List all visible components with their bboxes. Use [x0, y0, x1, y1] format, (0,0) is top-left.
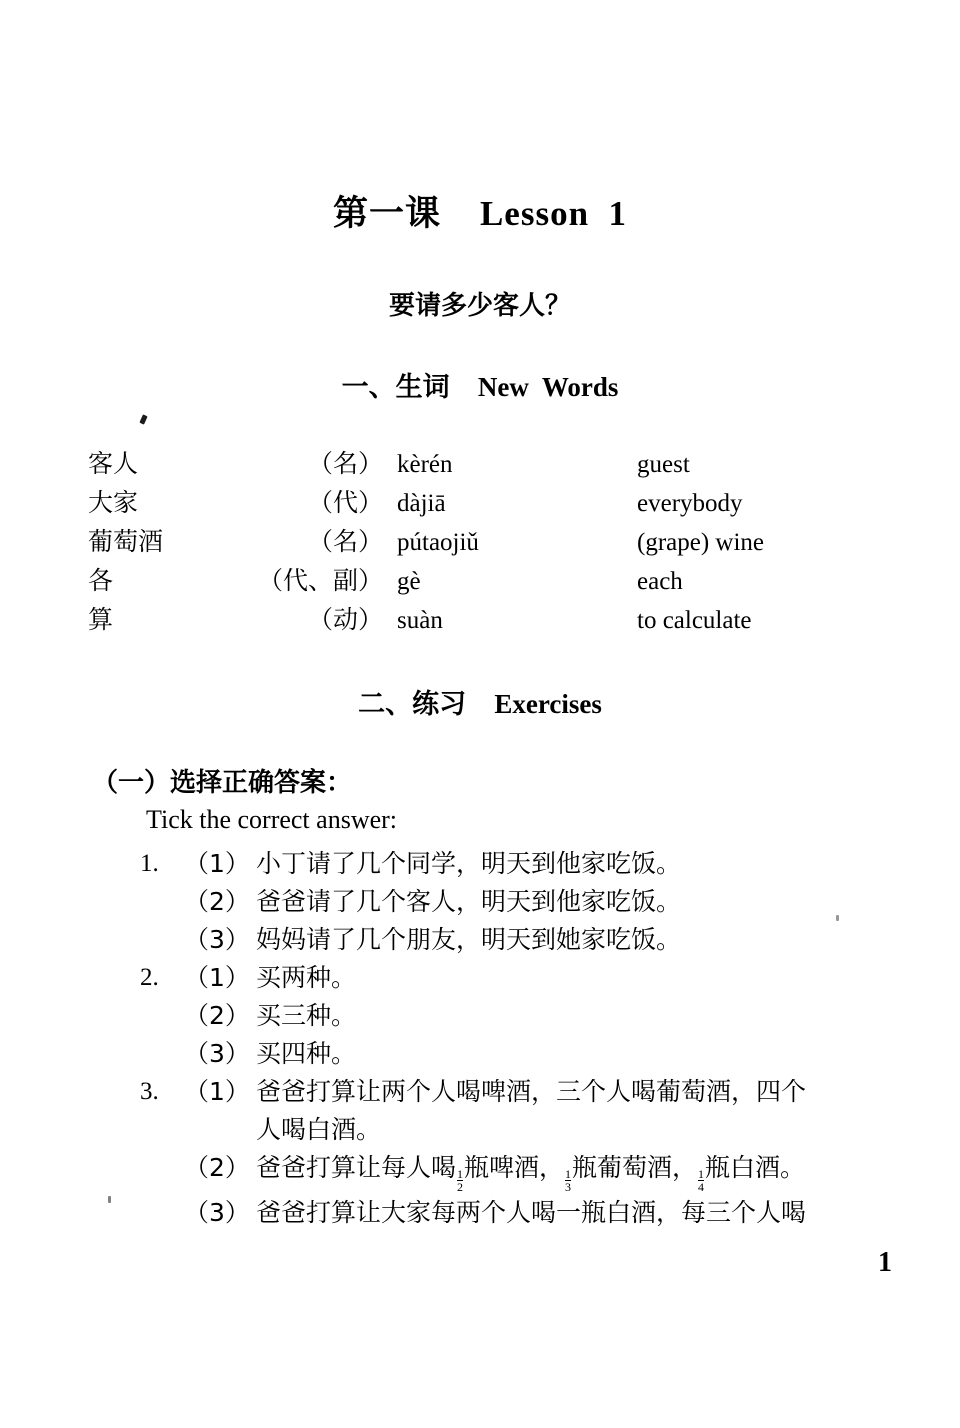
- question-option-line: [140, 1149, 930, 1194]
- vocab-part-of-speech: （动）: [307, 605, 383, 634]
- lesson-title: [0, 186, 960, 236]
- vocabulary-row: [88, 483, 788, 522]
- exercise-part-label: （一）选择正确答案：: [92, 768, 353, 798]
- fraction-denominator: 2: [457, 1180, 464, 1195]
- option-text: 买三种。: [256, 1001, 357, 1030]
- option-marker: （3）: [184, 1197, 250, 1227]
- option-marker: （3）: [184, 1039, 250, 1068]
- fraction-denominator: 4: [698, 1180, 705, 1195]
- exercise-instruction: Tick the correct answer:: [146, 805, 398, 834]
- option-marker: （1）: [184, 963, 250, 992]
- lesson-title-english-text: Lesson 1: [479, 194, 628, 233]
- fraction-one-quarter: [698, 1168, 704, 1193]
- scan-speck: [139, 414, 147, 424]
- vocab-meaning: each: [637, 568, 683, 595]
- question-option-line: [140, 1073, 930, 1111]
- vocab-part-of-speech: （代、副）: [257, 566, 383, 595]
- lesson-subtitle: 要请多少客人？: [388, 291, 571, 321]
- vocab-meaning: (grape) wine: [637, 529, 765, 556]
- vocab-pinyin: pútaojiǔ: [397, 529, 479, 556]
- vocab-part-of-speech: （名）: [307, 449, 383, 478]
- new-words-heading-chinese: 一、生词: [341, 372, 450, 403]
- option-text: 爸爸请了几个客人，明天到他家吃饭。: [256, 887, 682, 916]
- vocab-meaning: guest: [637, 451, 690, 478]
- fraction-numerator: 1: [457, 1167, 464, 1182]
- vocab-pinyin: gè: [397, 568, 421, 595]
- vocab-word: 客人: [88, 449, 139, 478]
- heading-gap: [450, 372, 478, 403]
- question-option-line: [140, 1194, 930, 1232]
- question-number: 3.: [140, 1078, 159, 1105]
- fraction-numerator: 1: [565, 1167, 572, 1182]
- question-option-line: [140, 959, 930, 997]
- new-words-heading-english: New Words: [477, 372, 619, 402]
- option-marker: （2）: [184, 1153, 250, 1182]
- vocabulary-row: [88, 561, 788, 600]
- exercises-heading-chinese: 二、练习: [358, 689, 467, 720]
- option-text: 买两种。: [256, 963, 357, 992]
- question-option-line: [140, 845, 930, 883]
- option-text: 买四种。: [256, 1039, 357, 1068]
- fraction-numerator: 1: [698, 1167, 705, 1182]
- exercises-heading: [0, 682, 960, 721]
- vocab-pinyin: dàjiā: [397, 490, 446, 517]
- option-text-continuation: 人喝白酒。: [256, 1115, 382, 1144]
- scan-speck: [836, 915, 839, 921]
- fraction-denominator: 3: [565, 1180, 572, 1195]
- question-option-line: [140, 921, 930, 959]
- vocab-part-of-speech: （代）: [307, 488, 383, 517]
- vocab-word: 葡萄酒: [88, 527, 164, 556]
- option-marker: （1）: [184, 1077, 250, 1106]
- option-text: 爸爸打算让两个人喝啤酒，三个人喝葡萄酒，四个: [256, 1077, 807, 1106]
- vocab-pinyin: suàn: [397, 607, 443, 634]
- question-number: 2.: [140, 964, 159, 991]
- option-text-part: 瓶啤酒，: [464, 1153, 565, 1182]
- vocab-word: 各: [88, 566, 114, 595]
- option-text: 妈妈请了几个朋友，明天到她家吃饭。: [256, 925, 682, 954]
- option-text-part: 爸爸打算让每人喝: [256, 1153, 457, 1182]
- question-list: [140, 845, 930, 1232]
- exercises-heading-english: Exercises: [494, 689, 602, 719]
- question-option-continuation-line: [140, 1111, 930, 1149]
- vocab-word: 大家: [88, 488, 139, 517]
- scan-speck: [108, 1196, 111, 1203]
- vocabulary-row: [88, 522, 788, 561]
- option-text-with-fractions: [256, 1149, 930, 1194]
- fraction-one-half: [457, 1168, 463, 1193]
- vocabulary-table: [88, 444, 788, 639]
- question-option-line: [140, 1035, 930, 1073]
- new-words-heading: [0, 365, 960, 404]
- option-marker: （2）: [184, 1001, 250, 1030]
- vocabulary-row: [88, 444, 788, 483]
- vocab-meaning: to calculate: [637, 607, 752, 634]
- option-marker: （3）: [184, 925, 250, 954]
- question-number: 1.: [140, 850, 159, 877]
- lesson-title-chinese: 第一课: [332, 194, 441, 234]
- option-text-part: 瓶葡萄酒，: [572, 1153, 698, 1182]
- fraction-one-third: [565, 1168, 571, 1193]
- question-option-line: [140, 883, 930, 921]
- option-text: 爸爸打算让大家每两个人喝一瓶白酒，每三个人喝: [256, 1197, 807, 1227]
- vocab-pinyin: kèrén: [397, 451, 453, 478]
- question-option-line: [140, 997, 930, 1035]
- vocab-meaning: everybody: [637, 490, 743, 517]
- vocabulary-row: [88, 600, 788, 639]
- lesson-title-english: [441, 194, 480, 233]
- option-marker: （2）: [184, 887, 250, 916]
- option-marker: （1）: [184, 849, 250, 878]
- option-text-part: 瓶白酒。: [705, 1153, 806, 1182]
- option-text: 小丁请了几个同学，明天到他家吃饭。: [256, 849, 682, 878]
- vocab-word: 算: [88, 605, 114, 634]
- vocab-part-of-speech: （名）: [307, 527, 383, 556]
- heading-gap: [466, 689, 494, 720]
- page-number: 1: [878, 1247, 892, 1278]
